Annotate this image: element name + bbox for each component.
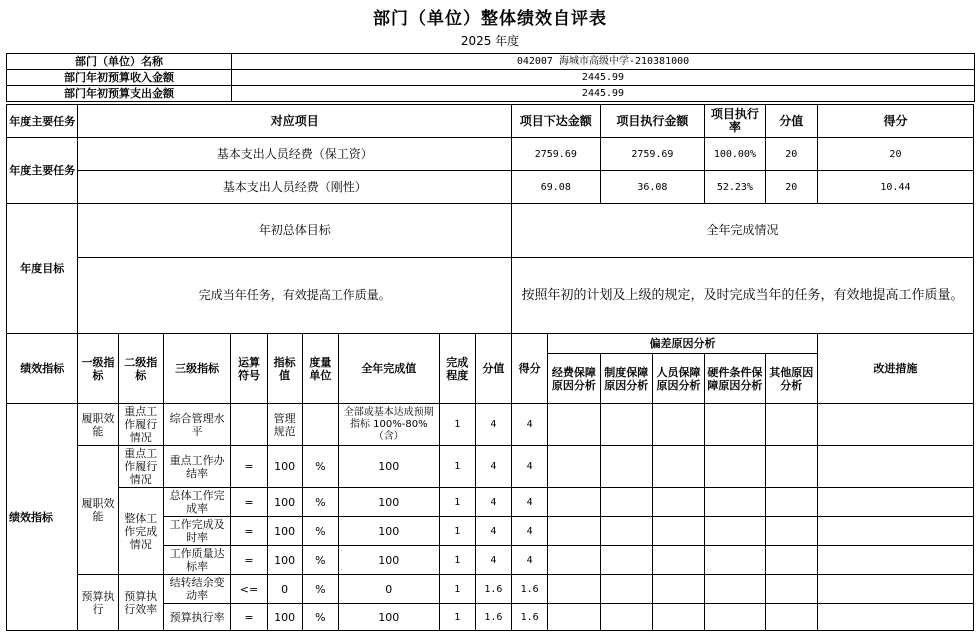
- improve-cell[interactable]: [817, 488, 973, 517]
- dev-funding-cell[interactable]: [548, 404, 600, 446]
- goal-initial-header: 年初总体目标: [78, 204, 512, 258]
- goal-completion-text[interactable]: 按照年初的计划及上级的规定，及时完成当年的任务，有效地提高工作质量。: [512, 258, 974, 334]
- level1-cell: 预算执行: [78, 575, 118, 631]
- improve-cell[interactable]: [817, 546, 973, 575]
- dev-other-cell[interactable]: [765, 546, 817, 575]
- actual-cell[interactable]: 全部或基本达成预期指标 100%-80%（含）: [338, 404, 439, 446]
- goal-completion-header: 全年完成情况: [512, 204, 974, 258]
- level1-cell: 履职效能: [78, 404, 118, 446]
- dev-staff-cell[interactable]: [652, 488, 704, 517]
- dept-value[interactable]: 042007 海城市高级中学-210381000: [232, 54, 975, 70]
- score-value-cell[interactable]: 4: [475, 546, 511, 575]
- indicator-row: [7, 446, 974, 488]
- unit-cell[interactable]: [302, 404, 338, 446]
- degree-cell[interactable]: 1: [439, 517, 475, 546]
- dev-other-cell[interactable]: [765, 446, 817, 488]
- page-title: 部门（单位）整体绩效自评表: [373, 9, 607, 29]
- improve-cell[interactable]: [817, 404, 973, 446]
- hdr-actual: 全年完成值: [338, 334, 439, 404]
- score-cell[interactable]: 1.6: [512, 575, 548, 604]
- task-executed[interactable]: 36.08: [600, 171, 705, 204]
- expense-row: [7, 86, 975, 102]
- degree-cell[interactable]: 1: [439, 488, 475, 517]
- hdr-dev-funding: 经费保障原因分析: [548, 354, 600, 404]
- unit-cell[interactable]: %: [302, 488, 338, 517]
- dev-other-cell[interactable]: [765, 404, 817, 446]
- operator-cell[interactable]: =: [231, 546, 267, 575]
- score-cell[interactable]: 4: [512, 404, 548, 446]
- goal-content-row: [7, 258, 974, 334]
- dept-row: [7, 54, 975, 70]
- level2-cell: 重点工作履行情况: [118, 404, 163, 446]
- hdr-improve: 改进措施: [817, 334, 973, 404]
- task-executed[interactable]: 2759.69: [600, 138, 705, 171]
- target-cell[interactable]: 管理规范: [267, 404, 302, 446]
- actual-cell[interactable]: 100: [338, 517, 439, 546]
- dev-system-cell[interactable]: [600, 446, 652, 488]
- target-cell[interactable]: 100: [267, 446, 302, 488]
- dev-funding-cell[interactable]: [548, 488, 600, 517]
- operator-cell[interactable]: [231, 404, 267, 446]
- col-rate: 项目执行率: [705, 105, 765, 138]
- level3-cell: 结转结余变动率: [163, 575, 230, 604]
- score-value-cell[interactable]: 4: [475, 488, 511, 517]
- task-score[interactable]: 10.44: [817, 171, 973, 204]
- dev-other-cell[interactable]: [765, 604, 817, 631]
- task-project[interactable]: 基本支出人员经费（刚性）: [78, 171, 512, 204]
- goal-initial-text[interactable]: 完成当年任务，有效提高工作质量。: [78, 258, 512, 334]
- indicator-row: [7, 575, 974, 604]
- operator-cell[interactable]: =: [231, 488, 267, 517]
- dev-system-cell[interactable]: [600, 604, 652, 631]
- dev-staff-cell[interactable]: [652, 446, 704, 488]
- header-info-table: [6, 53, 975, 102]
- indicator-section-label: 绩效指标: [7, 334, 78, 404]
- actual-cell[interactable]: 100: [338, 546, 439, 575]
- task-score[interactable]: 20: [817, 138, 973, 171]
- col-project: 对应项目: [78, 105, 512, 138]
- target-cell[interactable]: 100: [267, 546, 302, 575]
- degree-cell[interactable]: 1: [439, 546, 475, 575]
- indicator-header-row: [7, 334, 974, 354]
- dev-hardware-cell[interactable]: [705, 546, 765, 575]
- unit-cell[interactable]: %: [302, 546, 338, 575]
- hdr-dev-system: 制度保障原因分析: [600, 354, 652, 404]
- hdr-degree: 完成程度: [439, 334, 475, 404]
- score-value-cell[interactable]: 1.6: [475, 604, 511, 631]
- dev-other-cell[interactable]: [765, 575, 817, 604]
- improve-cell[interactable]: [817, 517, 973, 546]
- improve-cell[interactable]: [817, 575, 973, 604]
- unit-cell[interactable]: %: [302, 517, 338, 546]
- income-row: [7, 70, 975, 86]
- level3-cell: 总体工作完成率: [163, 488, 230, 517]
- score-cell[interactable]: 4: [512, 517, 548, 546]
- expense-value[interactable]: 2445.99: [232, 86, 975, 102]
- dev-funding-cell[interactable]: [548, 517, 600, 546]
- task-section-label: 年度主要任务: [7, 105, 78, 138]
- hdr-level3: 三级指标: [163, 334, 230, 404]
- hdr-dev-hardware: 硬件条件保障原因分析: [705, 354, 765, 404]
- dev-staff-cell[interactable]: [652, 404, 704, 446]
- level1-cell: 履职效能: [78, 446, 118, 575]
- dev-other-cell[interactable]: [765, 488, 817, 517]
- unit-cell[interactable]: %: [302, 446, 338, 488]
- task-row: [7, 171, 974, 204]
- level3-cell: 重点工作办结率: [163, 446, 230, 488]
- goal-label: 年度目标: [7, 204, 78, 334]
- actual-cell[interactable]: 100: [338, 604, 439, 631]
- level3-cell: 预算执行率: [163, 604, 230, 631]
- dev-hardware-cell[interactable]: [705, 446, 765, 488]
- dev-funding-cell[interactable]: [548, 446, 600, 488]
- dev-staff-cell[interactable]: [652, 575, 704, 604]
- task-row-label: 年度主要任务: [7, 138, 78, 204]
- dev-system-cell[interactable]: [600, 404, 652, 446]
- actual-cell[interactable]: 100: [338, 446, 439, 488]
- dev-staff-cell[interactable]: [652, 604, 704, 631]
- level2-cell: 预算执行效率: [118, 575, 163, 631]
- target-cell[interactable]: 0: [267, 575, 302, 604]
- task-score-value[interactable]: 20: [765, 138, 817, 171]
- degree-cell[interactable]: 1: [439, 404, 475, 446]
- actual-cell[interactable]: 100: [338, 488, 439, 517]
- goal-header-row: [7, 204, 974, 258]
- task-issued[interactable]: 69.08: [512, 171, 601, 204]
- dev-system-cell[interactable]: [600, 517, 652, 546]
- task-rate[interactable]: 100.00%: [705, 138, 765, 171]
- task-rate[interactable]: 52.23%: [705, 171, 765, 204]
- hdr-score: 得分: [512, 334, 548, 404]
- dev-hardware-cell[interactable]: [705, 575, 765, 604]
- actual-cell[interactable]: 0: [338, 575, 439, 604]
- unit-cell[interactable]: %: [302, 604, 338, 631]
- dev-funding-cell[interactable]: [548, 604, 600, 631]
- level3-cell: 工作完成及时率: [163, 517, 230, 546]
- dev-hardware-cell[interactable]: [705, 404, 765, 446]
- task-header-row: [7, 105, 974, 138]
- income-label: 部门年初预算收入金额: [7, 70, 232, 86]
- hdr-operator: 运算符号: [231, 334, 267, 404]
- dev-funding-cell[interactable]: [548, 546, 600, 575]
- score-cell[interactable]: 1.6: [512, 604, 548, 631]
- hdr-unit: 度量单位: [302, 334, 338, 404]
- score-cell[interactable]: 4: [512, 488, 548, 517]
- dev-system-cell[interactable]: [600, 546, 652, 575]
- score-value-cell[interactable]: 4: [475, 446, 511, 488]
- score-value-cell[interactable]: 1.6: [475, 575, 511, 604]
- indicator-row-label: 绩效指标: [7, 404, 78, 631]
- col-executed: 项目执行金额: [600, 105, 705, 138]
- target-cell[interactable]: 100: [267, 488, 302, 517]
- dev-other-cell[interactable]: [765, 517, 817, 546]
- indicator-row: [7, 488, 974, 517]
- dev-system-cell[interactable]: [600, 575, 652, 604]
- task-score-value[interactable]: 20: [765, 171, 817, 204]
- improve-cell[interactable]: [817, 446, 973, 488]
- degree-cell[interactable]: 1: [439, 604, 475, 631]
- score-value-cell[interactable]: 4: [475, 404, 511, 446]
- level3-cell: 综合管理水平: [163, 404, 230, 446]
- degree-cell[interactable]: 1: [439, 446, 475, 488]
- score-value-cell[interactable]: 4: [475, 517, 511, 546]
- hdr-level1: 一级指标: [78, 334, 118, 404]
- task-row: [7, 138, 974, 171]
- expense-label: 部门年初预算支出金额: [7, 86, 232, 102]
- operator-cell[interactable]: =: [231, 517, 267, 546]
- col-issued: 项目下达金额: [512, 105, 601, 138]
- target-cell[interactable]: 100: [267, 604, 302, 631]
- indicator-row: [7, 404, 974, 446]
- operator-cell[interactable]: =: [231, 604, 267, 631]
- score-cell[interactable]: 4: [512, 546, 548, 575]
- hdr-deviation: 偏差原因分析: [548, 334, 818, 354]
- dev-funding-cell[interactable]: [548, 575, 600, 604]
- dev-hardware-cell[interactable]: [705, 488, 765, 517]
- operator-cell[interactable]: <=: [231, 575, 267, 604]
- dev-staff-cell[interactable]: [652, 517, 704, 546]
- dev-hardware-cell[interactable]: [705, 517, 765, 546]
- col-score: 得分: [817, 105, 973, 138]
- col-score-value: 分值: [765, 105, 817, 138]
- hdr-dev-staff: 人员保障原因分析: [652, 354, 704, 404]
- income-value[interactable]: 2445.99: [232, 70, 975, 86]
- main-table: [6, 104, 974, 631]
- hdr-score-value: 分值: [475, 334, 511, 404]
- improve-cell[interactable]: [817, 604, 973, 631]
- dev-system-cell[interactable]: [600, 488, 652, 517]
- hdr-target: 指标值: [267, 334, 302, 404]
- target-cell[interactable]: 100: [267, 517, 302, 546]
- level2-cell: 重点工作履行情况: [118, 446, 163, 488]
- hdr-dev-other: 其他原因分析: [765, 354, 817, 404]
- hdr-level2: 二级指标: [118, 334, 163, 404]
- task-issued[interactable]: 2759.69: [512, 138, 601, 171]
- score-cell[interactable]: 4: [512, 446, 548, 488]
- report-year: 2025 年度: [460, 34, 520, 48]
- dev-hardware-cell[interactable]: [705, 604, 765, 631]
- unit-cell[interactable]: %: [302, 575, 338, 604]
- dev-staff-cell[interactable]: [652, 546, 704, 575]
- task-project[interactable]: 基本支出人员经费（保工资）: [78, 138, 512, 171]
- level2-cell: 整体工作完成情况: [118, 488, 163, 575]
- level3-cell: 工作质量达标率: [163, 546, 230, 575]
- dept-label: 部门（单位）名称: [7, 54, 232, 70]
- operator-cell[interactable]: =: [231, 446, 267, 488]
- degree-cell[interactable]: 1: [439, 575, 475, 604]
